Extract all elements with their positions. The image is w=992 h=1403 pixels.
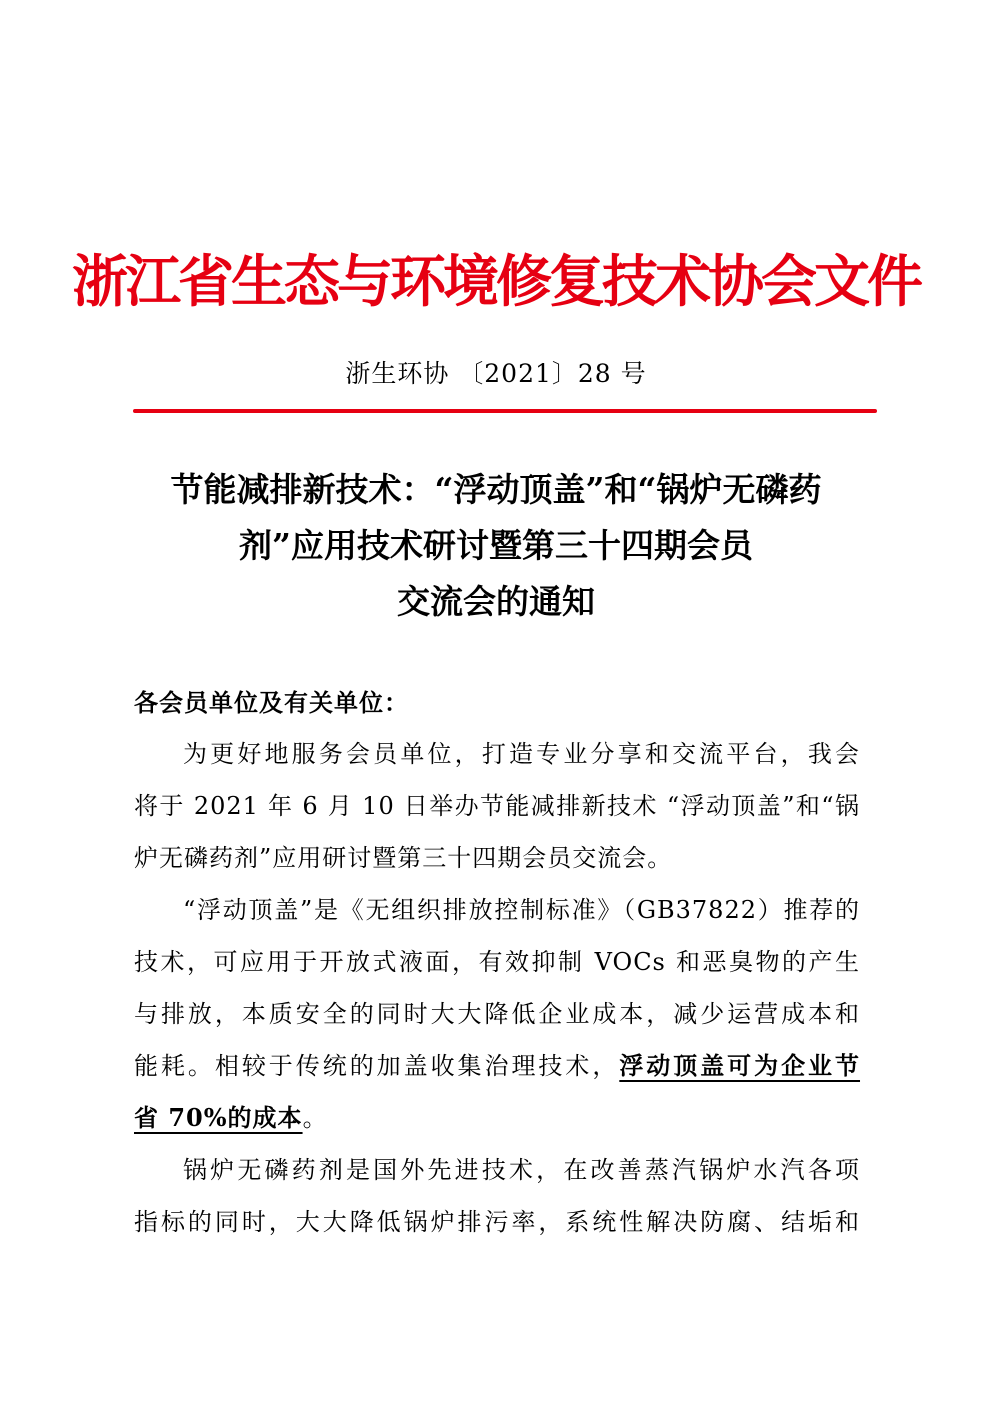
paragraph-2-line-3: 与排放，本质安全的同时大大降低企业成本，减少运营成本和 — [134, 1000, 860, 1028]
paragraph-1-line-3: 炉无磷药剂”应用研讨暨第三十四期会员交流会。 — [134, 844, 673, 872]
paragraph-3-line-2: 指标的同时，大大降低锅炉排污率，系统性解决防腐、结垢和 — [134, 1208, 860, 1236]
notice-title-line-3: 交流会的通知 — [397, 582, 595, 621]
paragraph-1-line-2: 将于 2021 年 6 月 10 日举办节能减排新技术 “浮动顶盖”和“锅 — [134, 792, 860, 820]
cost-saving-highlight-part-2: 省 70%的成本 — [134, 1103, 303, 1132]
document-number: 浙生环协 〔2021〕28 号 — [345, 359, 647, 388]
paragraph-2-line-5 — [134, 1092, 860, 1144]
paragraph-2-line-5-tail: 。 — [302, 1104, 328, 1132]
paragraph-2-line-2: 技术，可应用于开放式液面，有效抑制 VOCs 和恶臭物的产生 — [134, 948, 860, 976]
letterhead-title: 浙江省生态与环境修复技术协会文件 — [72, 250, 920, 315]
cost-saving-highlight-part-1: 浮动顶盖可为企业节 — [619, 1051, 861, 1080]
notice-title-line-1: 节能减排新技术：“浮动顶盖”和“锅炉无磷药 — [170, 470, 822, 509]
notice-title-line-2: 剂”应用技术研讨暨第三十四期会员 — [239, 526, 753, 565]
paragraph-2-line-4-text: 能耗。相较于传统的加盖收集治理技术， — [134, 1052, 620, 1080]
paragraph-2-line-1: “浮动顶盖”是《无组织排放控制标准》（GB37822）推荐的 — [183, 896, 860, 924]
paragraph-2-line-4 — [134, 1040, 860, 1092]
salutation: 各会员单位及有关单位： — [134, 688, 409, 717]
red-divider-rule — [133, 409, 877, 413]
paragraph-3-line-1: 锅炉无磷药剂是国外先进技术，在改善蒸汽锅炉水汽各项 — [183, 1156, 860, 1184]
paragraph-1-line-1: 为更好地服务会员单位，打造专业分享和交流平台，我会 — [183, 740, 860, 768]
